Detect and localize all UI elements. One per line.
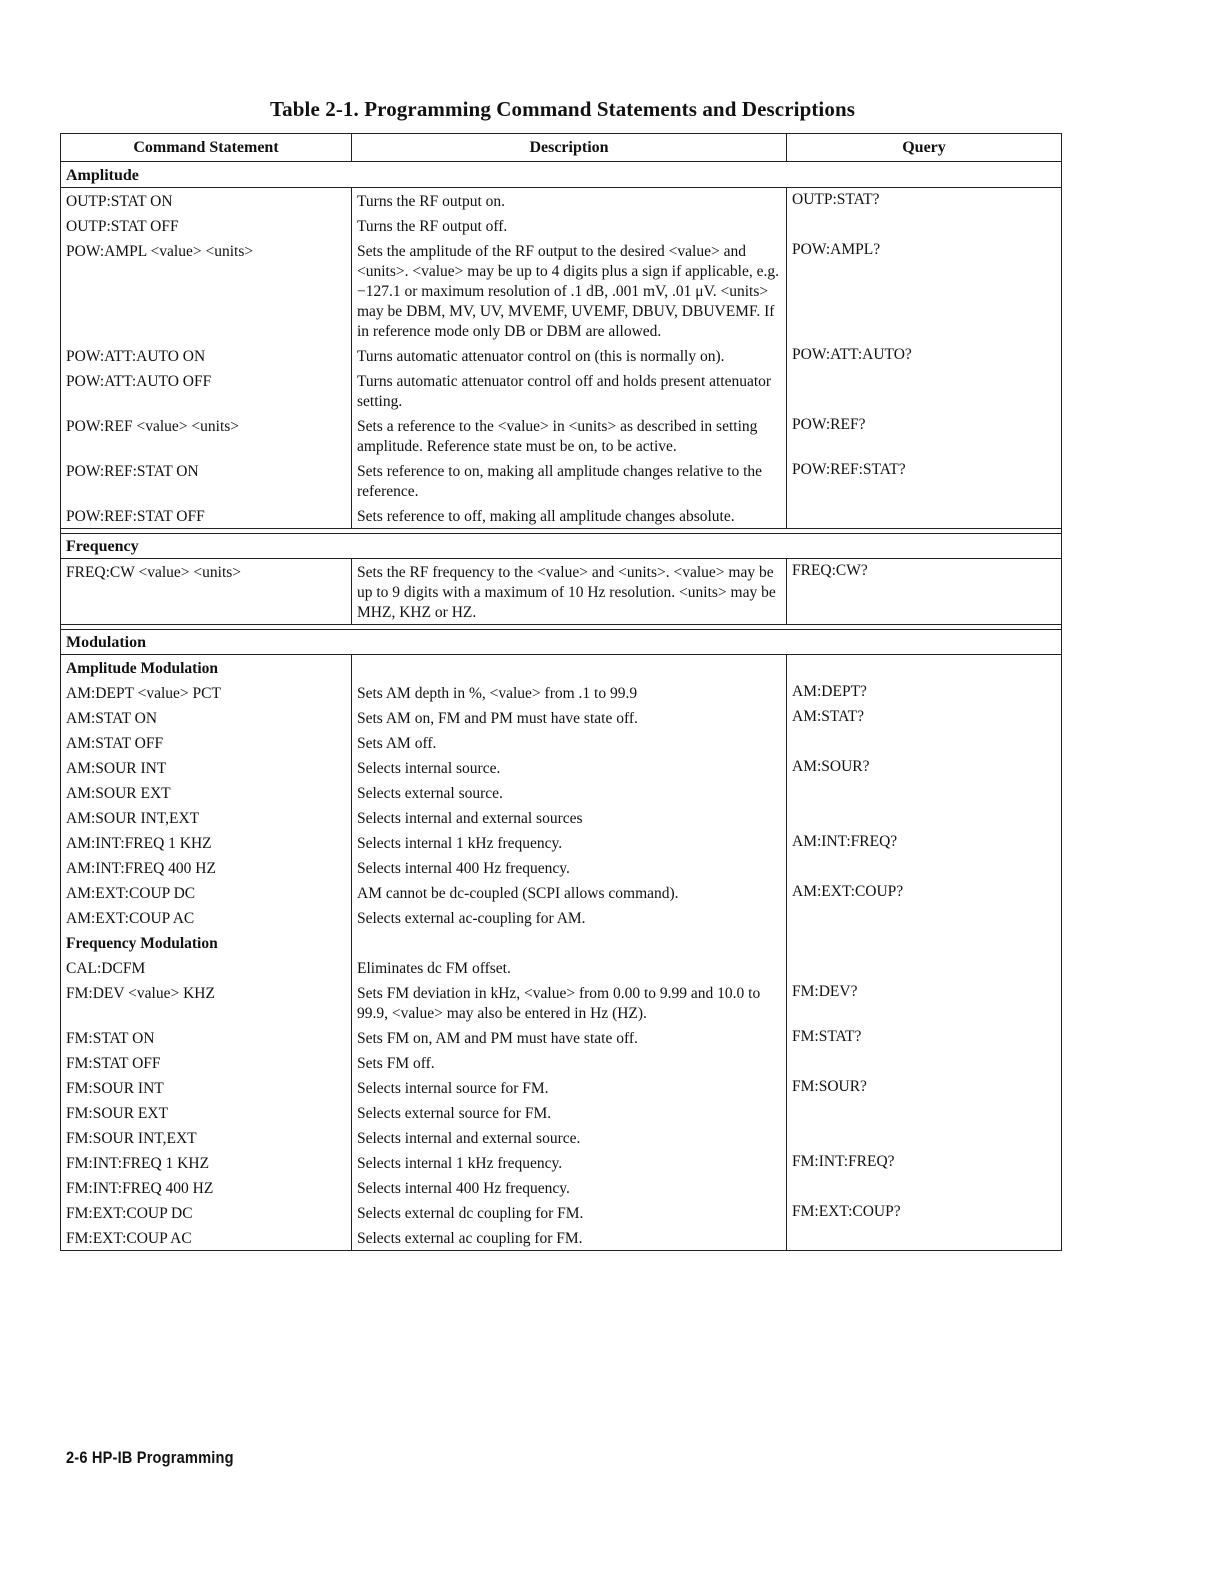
- description-cell: Selects internal and external sources: [351, 805, 786, 830]
- fm-subheading: Frequency Modulation: [66, 935, 218, 952]
- command-cell: AM:SOUR EXT: [66, 785, 171, 802]
- table-row: [61, 213, 1061, 238]
- section-modulation-heading: Modulation: [61, 629, 1061, 655]
- command-cell: FM:SOUR INT: [66, 1080, 164, 1097]
- query-cell: AM:INT:FREQ?: [786, 830, 1061, 855]
- command-cell: POW:ATT:AUTO ON: [66, 348, 206, 365]
- table-row: [61, 880, 1061, 905]
- am-rows: [61, 680, 1061, 930]
- command-cell: FM:INT:FREQ 400 HZ: [66, 1180, 214, 1197]
- table-row: [61, 413, 1061, 458]
- command-cell: AM:INT:FREQ 400 HZ: [66, 860, 216, 877]
- table-row: [61, 1075, 1061, 1100]
- description-cell: Eliminates dc FM offset.: [351, 955, 786, 980]
- section-amplitude-heading: Amplitude: [61, 162, 1061, 188]
- header-query: Query: [786, 134, 1061, 161]
- table-row: [61, 755, 1061, 780]
- query-cell: [786, 213, 1061, 238]
- query-cell: [786, 1050, 1061, 1075]
- empty-query: [786, 655, 1061, 680]
- query-cell: [786, 1225, 1061, 1250]
- table-row: [61, 559, 1061, 624]
- table-row: [61, 368, 1061, 413]
- modulation-rows: [61, 655, 1061, 1250]
- query-cell: [786, 905, 1061, 930]
- description-cell: Selects internal source.: [351, 755, 786, 780]
- description-cell: Selects external source for FM.: [351, 1100, 786, 1125]
- description-cell: Selects internal and external source.: [351, 1125, 786, 1150]
- header-command: Command Statement: [133, 138, 279, 156]
- command-cell: AM:INT:FREQ 1 KHZ: [66, 835, 212, 852]
- description-cell: Sets FM on, AM and PM must have state off.: [351, 1025, 786, 1050]
- description-cell: Selects internal 1 kHz frequency.: [351, 1150, 786, 1175]
- section-frequency-heading: Frequency: [61, 533, 1061, 559]
- description-cell: Sets AM on, FM and PM must have state off.: [351, 705, 786, 730]
- table-row: [61, 780, 1061, 805]
- table-row: [61, 1025, 1061, 1050]
- page-footer: 2-6 HP-IB Programming: [66, 1448, 234, 1467]
- description-cell: AM cannot be dc-coupled (SCPI allows command).: [351, 880, 786, 905]
- table-row: [61, 805, 1061, 830]
- command-cell: OUTP:STAT OFF: [66, 218, 179, 235]
- table-row: [61, 1175, 1061, 1200]
- query-cell: FM:STAT?: [786, 1025, 1061, 1050]
- description-cell: Turns automatic attenuator control off and holds present attenuator setting.: [351, 368, 786, 413]
- query-cell: FM:DEV?: [786, 980, 1061, 1025]
- description-cell: Turns the RF output on.: [351, 188, 786, 213]
- query-cell: POW:ATT:AUTO?: [786, 343, 1061, 368]
- query-cell: [786, 855, 1061, 880]
- fm-subheading-row: [61, 930, 1061, 955]
- section-amplitude: [61, 188, 1061, 529]
- table-row: [61, 1150, 1061, 1175]
- query-cell: POW:REF?: [786, 413, 1061, 458]
- description-cell: Sets FM deviation in kHz, <value> from 0.00 to 9.99 and 10.0 to 99.9, <value> may also be entered in Hz (HZ).: [351, 980, 786, 1025]
- command-cell: FM:INT:FREQ 1 KHZ: [66, 1155, 210, 1172]
- query-cell: [786, 955, 1061, 980]
- table-row: [61, 730, 1061, 755]
- command-cell: CAL:DCFM: [66, 960, 146, 977]
- command-cell: FM:DEV <value> KHZ: [66, 985, 215, 1002]
- command-cell: POW:REF:STAT ON: [66, 463, 199, 480]
- table-row: [61, 855, 1061, 880]
- description-cell: Sets AM depth in %, <value> from .1 to 99.9: [351, 680, 786, 705]
- table-row: [61, 238, 1061, 343]
- query-cell: AM:DEPT?: [786, 680, 1061, 705]
- description-cell: Sets reference to on, making all amplitude changes relative to the reference.: [351, 458, 786, 503]
- query-cell: POW:REF:STAT?: [786, 458, 1061, 503]
- command-cell: POW:REF:STAT OFF: [66, 508, 205, 525]
- am-subheading: Amplitude Modulation: [66, 660, 219, 677]
- empty-query: [786, 930, 1061, 955]
- table-row: [61, 343, 1061, 368]
- command-cell: FM:STAT OFF: [66, 1055, 161, 1072]
- query-cell: AM:STAT?: [786, 705, 1061, 730]
- query-cell: AM:EXT:COUP?: [786, 880, 1061, 905]
- description-cell: Selects internal 1 kHz frequency.: [351, 830, 786, 855]
- command-cell: AM:SOUR INT,EXT: [66, 810, 200, 827]
- description-cell: Selects external source.: [351, 780, 786, 805]
- query-cell: AM:SOUR?: [786, 755, 1061, 780]
- command-cell: AM:DEPT <value> PCT: [66, 685, 221, 702]
- description-cell: Sets FM off.: [351, 1050, 786, 1075]
- description-cell: Sets the amplitude of the RF output to the desired <value> and <units>. <value> may be up to 4 digits plus a sign if applicable, e.g. −127.1 or maximum resolution of .1 dB, .001 mV, .01 μV. <units> may be DBM, MV, UV, MVEMF, UVEMF, DBUV, DBUVEMF. If in reference mode only DB or DBM are allowed.: [351, 238, 786, 343]
- command-cell: FM:SOUR EXT: [66, 1105, 169, 1122]
- command-cell: FM:EXT:COUP AC: [66, 1230, 192, 1247]
- description-cell: Sets a reference to the <value> in <units> as described in setting amplitude. Reference state must be on, to be active.: [351, 413, 786, 458]
- command-cell: FM:STAT ON: [66, 1030, 155, 1047]
- query-cell: [786, 368, 1061, 413]
- description-cell: Turns the RF output off.: [351, 213, 786, 238]
- table-row: [61, 458, 1061, 503]
- table-row: [61, 1050, 1061, 1075]
- header-description: Description: [351, 134, 786, 161]
- command-cell: AM:STAT ON: [66, 710, 158, 727]
- table-row: [61, 503, 1061, 528]
- table-row: [61, 1200, 1061, 1225]
- section-frequency: [61, 559, 1061, 625]
- query-cell: [786, 805, 1061, 830]
- table-row: [61, 830, 1061, 855]
- query-cell: [786, 1100, 1061, 1125]
- query-cell: [786, 1175, 1061, 1200]
- table-row: [61, 1125, 1061, 1150]
- query-cell: OUTP:STAT?: [786, 188, 1061, 213]
- description-cell: Selects external dc coupling for FM.: [351, 1200, 786, 1225]
- command-cell: AM:EXT:COUP AC: [66, 910, 195, 927]
- empty-desc: [351, 930, 786, 955]
- description-cell: Selects internal 400 Hz frequency.: [351, 855, 786, 880]
- query-cell: [786, 1125, 1061, 1150]
- section-modulation: [61, 655, 1061, 1250]
- table-row: [61, 1225, 1061, 1250]
- command-cell: FREQ:CW <value> <units>: [66, 564, 242, 581]
- command-cell: FM:SOUR INT,EXT: [66, 1130, 197, 1147]
- query-cell: [786, 730, 1061, 755]
- table-row: [61, 980, 1061, 1025]
- command-cell: OUTP:STAT ON: [66, 193, 173, 210]
- table-row: [61, 1100, 1061, 1125]
- fm-rows: [61, 955, 1061, 1250]
- command-cell: POW:AMPL <value> <units>: [66, 243, 254, 260]
- command-table: [60, 133, 1062, 1251]
- query-cell: [786, 503, 1061, 528]
- description-cell: Sets the RF frequency to the <value> and <units>. <value> may be up to 9 digits with a maximum of 10 Hz resolution. <units> may be MHZ, KHZ or HZ.: [351, 559, 786, 624]
- am-subheading-row: [61, 655, 1061, 680]
- command-cell: FM:EXT:COUP DC: [66, 1205, 193, 1222]
- description-cell: Sets AM off.: [351, 730, 786, 755]
- description-cell: Sets reference to off, making all amplitude changes absolute.: [351, 503, 786, 528]
- query-cell: [786, 780, 1061, 805]
- query-cell: POW:AMPL?: [786, 238, 1061, 343]
- query-cell: FM:EXT:COUP?: [786, 1200, 1061, 1225]
- table-header: [61, 134, 1061, 162]
- frequency-rows: [61, 559, 1061, 624]
- command-cell: AM:STAT OFF: [66, 735, 164, 752]
- query-cell: FM:SOUR?: [786, 1075, 1061, 1100]
- empty-desc: [351, 655, 786, 680]
- table-title: Table 2-1. Programming Command Statements and Descriptions: [269, 97, 856, 121]
- amplitude-rows: [61, 188, 1061, 528]
- command-cell: AM:EXT:COUP DC: [66, 885, 196, 902]
- command-cell: POW:REF <value> <units>: [66, 418, 240, 435]
- table-row: [61, 188, 1061, 213]
- query-cell: FREQ:CW?: [786, 559, 1061, 624]
- description-cell: Selects external ac-coupling for AM.: [351, 905, 786, 930]
- description-cell: Selects internal 400 Hz frequency.: [351, 1175, 786, 1200]
- table-row: [61, 905, 1061, 930]
- description-cell: Selects external ac coupling for FM.: [351, 1225, 786, 1250]
- description-cell: Turns automatic attenuator control on (this is normally on).: [351, 343, 786, 368]
- table-row: [61, 955, 1061, 980]
- table-row: [61, 680, 1061, 705]
- command-cell: AM:SOUR INT: [66, 760, 167, 777]
- command-cell: POW:ATT:AUTO OFF: [66, 373, 212, 390]
- table-row: [61, 705, 1061, 730]
- query-cell: FM:INT:FREQ?: [786, 1150, 1061, 1175]
- description-cell: Selects internal source for FM.: [351, 1075, 786, 1100]
